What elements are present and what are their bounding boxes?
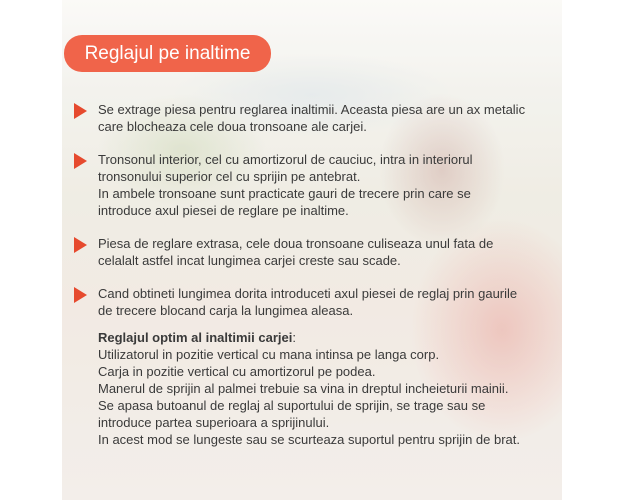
list-item: [62, 101, 562, 135]
instruction-card: [62, 0, 562, 500]
list-item: [62, 151, 562, 219]
summary-heading: Reglajul optim al inaltimii carjei:: [98, 330, 296, 345]
summary-line: In acest mod se lungeste sau se scurteaza suportul pentru sprijin de brat.: [98, 432, 521, 447]
list-item: [62, 285, 562, 319]
summary-line: Utilizatorul in pozitie vertical cu mana intinsa pe langa corp.: [98, 347, 440, 362]
item-text: Se extrage piesa pentru reglarea inaltimii. Aceasta piesa are un ax metalic care blocheaza cele doua tronsoane ale carjei.: [98, 102, 526, 134]
bullet-arrow-icon: [74, 103, 87, 119]
summary-line: Manerul de sprijin al palmei trebuie sa vina in dreptul incheieturii mainii.: [98, 381, 509, 396]
list-item: [62, 235, 562, 269]
item-text: Tronsonul interior, cel cu amortizorul de cauciuc, intra in interiorul tronsonului superior cel cu sprijin pe antebrat. In ambele tronsoane sunt practicate gauri de trecere prin care se introduce axul piesei de reglare pe inaltime.: [98, 152, 473, 218]
summary-line: Carja in pozitie vertical cu amortizorul pe podea.: [98, 364, 376, 379]
bullet-arrow-icon: [74, 153, 87, 169]
bullet-arrow-icon: [74, 287, 87, 303]
item-text: Cand obtineti lungimea dorita introduceti axul piesei de reglaj prin gaurile de trecere blocand carja la lungimea aleasa.: [98, 286, 518, 318]
summary-line: Se apasa butoanul de reglaj al suportului de sprijin, se trage sau se: [98, 398, 486, 413]
section-title: Reglajul pe inaltime: [64, 35, 271, 72]
instruction-list: [62, 101, 562, 448]
summary-block: [62, 329, 562, 448]
item-text: Piesa de reglare extrasa, cele doua tronsoane culiseaza unul fata de celalalt astfel incat lungimea carjei creste sau scade.: [98, 236, 494, 268]
bullet-arrow-icon: [74, 237, 87, 253]
summary-line: introduce partea superioara a sprijinului.: [98, 415, 330, 430]
